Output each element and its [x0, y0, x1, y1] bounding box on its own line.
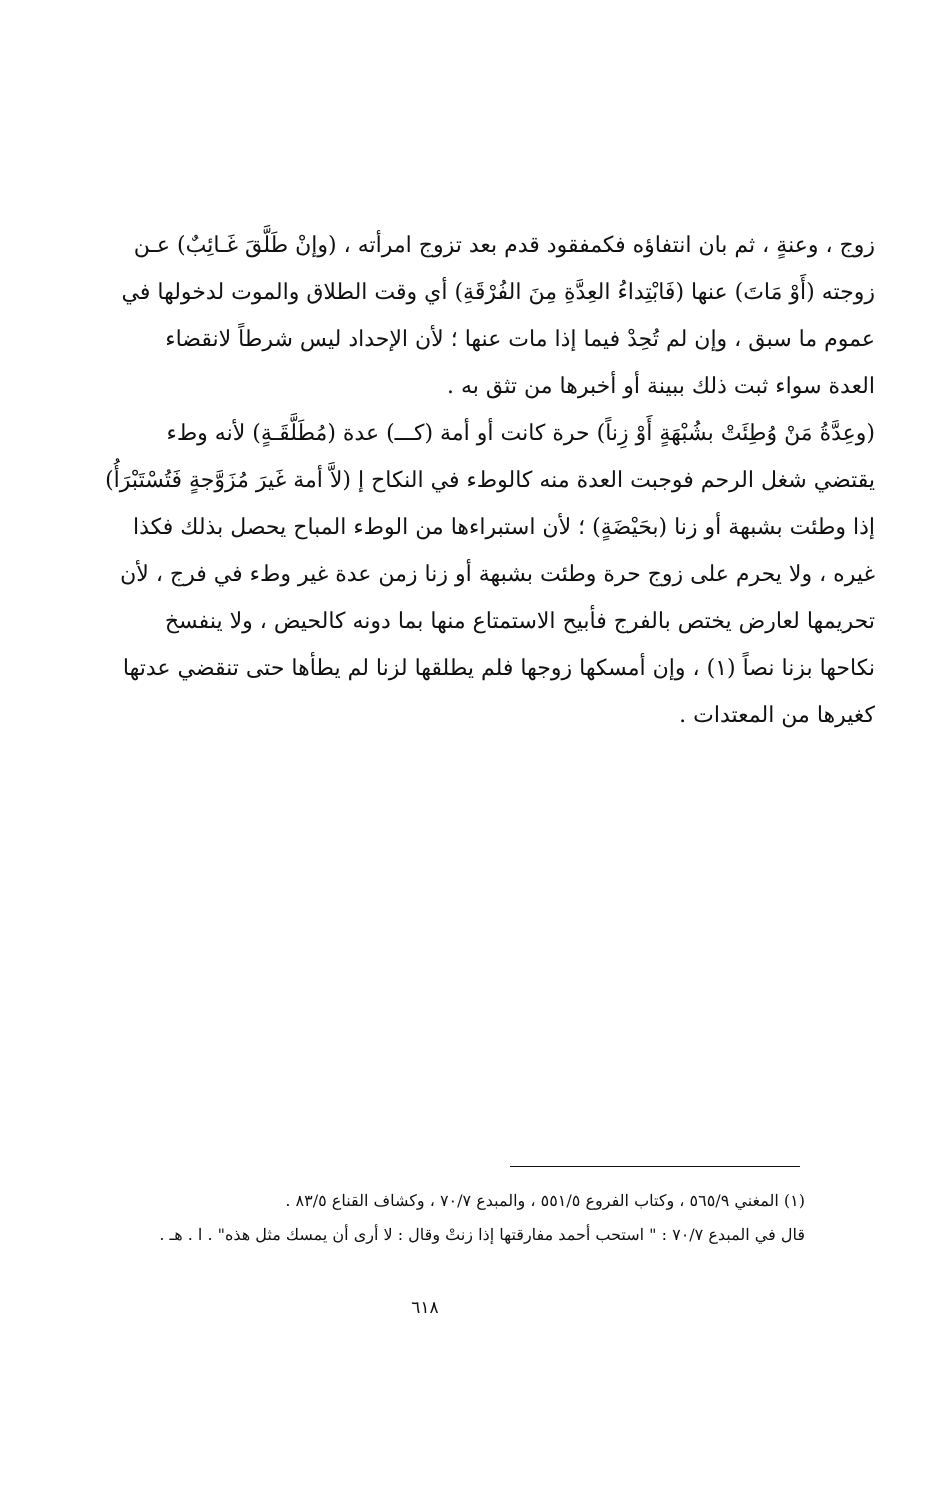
text-line-7: إذا وطئت بشبهة أو زنا (بحَيْضَةٍ) ؛ لأن استبراءها من الوطء المباح يحصل بذلك فكذا — [132, 515, 875, 540]
text-line-11: كغيرها من المعتدات . — [679, 703, 875, 728]
text-line-5: (وعِدَّةُ مَنْ وُطِئَتْ بشُبْهَةٍ أَوْ زِناً) حرة كانت أو أمة (كـــ) عدة (مُطَلَّقَـةٍ) لأنه وطء — [166, 421, 875, 446]
text-line-2: زوجته (أَوْ مَاتَ) عنها (فَابْتِداءُ العِدَّةِ مِنَ الفُرْقَةِ) أي وقت الطلاق والموت لدخولها في — [121, 280, 875, 305]
footnote-2: قال في المبدع ٧٠/٧ : " استحب أحمد مفارقتها إذا زنتْ وقال : لا أرى أن يمسك مثل هذه" . ا . هـ . — [159, 1225, 805, 1244]
text-line-6: يقتضي شغل الرحم فوجبت العدة منه كالوطء في النكاح إ (لاَّ أمة غَيرَ مُزَوَّجةٍ فَتُسْتَبْرَأُ) — [105, 468, 875, 493]
text-line-9: تحريمها لعارض يختص بالفرج فأبيح الاستمتاع منها بما دونه كالحيض ، ولا ينفسخ — [164, 609, 875, 634]
text-line-8: غيره ، ولا يحرم على زوج حرة وطئت بشبهة أو زنا زمن عدة غير وطء في فرج ، لأن — [120, 562, 875, 587]
main-body-text — [85, 222, 875, 739]
text-line-3: عموم ما سبق ، وإن لم تُحِدْ فيما إذا مات عنها ؛ لأن الإحداد ليس شرطاً لانقضاء — [165, 327, 875, 352]
footnote-1: (١) المغني ٥٦٥/٩ ، وكتاب الفروع ٥٥١/٥ ، والمبدع ٧٠/٧ ، وكشاف القناع ٨٣/٥ . — [285, 1191, 805, 1210]
footnote-separator — [510, 1166, 800, 1167]
text-line-1: زوج ، وعنةٍ ، ثم بان انتفاؤه فكمفقود قدم بعد تزوج امرأته ، (وإنْ طَلَّقَ غَـائِبٌ) عـن — [133, 233, 875, 258]
text-line-10: نكاحها بزنا نصاً (١) ، وإن أمسكها زوجها فلم يطلقها لزنا لم يطأها حتى تنقضي عدتها — [122, 656, 875, 681]
text-line-4: العدة سواء ثبت ذلك ببينة أو أخبرها من تثق به . — [446, 374, 875, 399]
footnotes — [60, 1184, 805, 1252]
page-number: ٦١٨ — [411, 1298, 439, 1318]
